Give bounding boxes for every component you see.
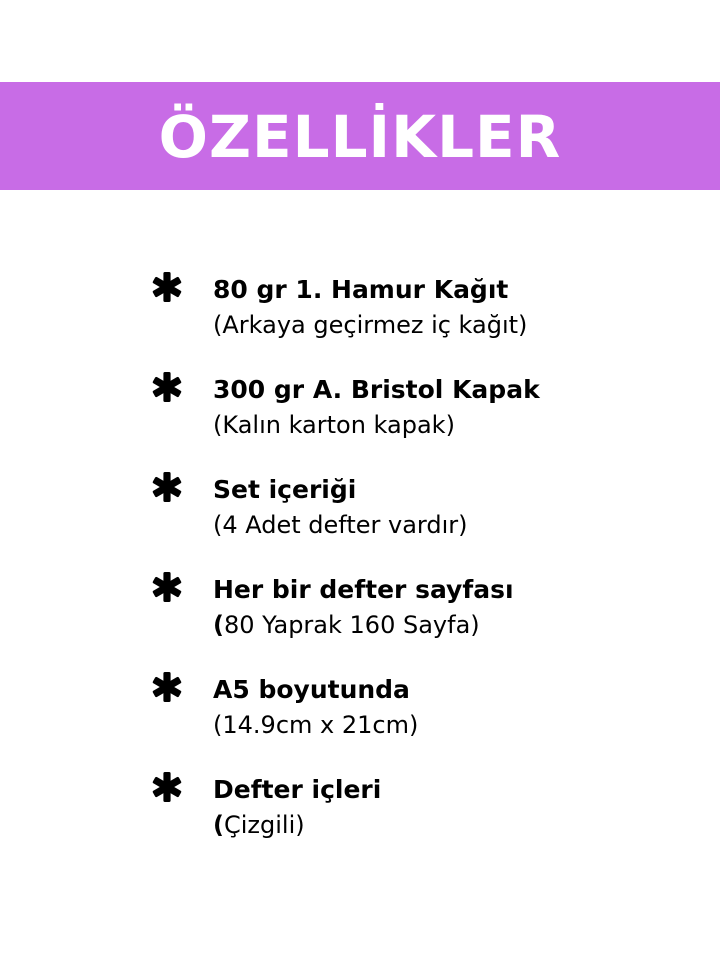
feature-item [150,470,690,570]
page-title: ÖZELLİKLER [158,103,562,171]
asterisk-icon [150,770,184,804]
feature-description [213,408,540,442]
open-paren: ( [213,411,223,439]
feature-list [150,270,690,870]
feature-description [213,808,381,842]
feature-description-text: Çizgili) [223,811,305,839]
title-banner [0,82,720,190]
feature-item [150,670,690,770]
feature-description [213,508,468,542]
feature-text [213,672,418,742]
asterisk-icon [150,370,184,404]
feature-text [213,772,381,842]
feature-description-text: Kalın karton kapak) [222,411,455,439]
feature-description [213,608,514,642]
feature-description-text: 4 Adet defter vardır) [222,511,468,539]
open-paren: ( [213,611,224,639]
feature-description [213,708,418,742]
feature-title: Her bir defter sayfası [213,575,514,604]
feature-text [213,372,540,442]
feature-title: 80 gr 1. Hamur Kağıt [213,275,509,304]
feature-item [150,770,690,870]
open-paren: ( [213,711,223,739]
feature-text [213,272,527,342]
feature-item [150,370,690,470]
feature-description-text: 80 Yaprak 160 Sayfa) [223,611,480,639]
open-paren: ( [213,811,224,839]
feature-item [150,270,690,370]
feature-title: 300 gr A. Bristol Kapak [213,375,540,404]
asterisk-icon [150,570,184,604]
feature-text [213,472,468,542]
open-paren: ( [213,311,223,339]
feature-title: A5 boyutunda [213,675,410,704]
asterisk-icon [150,470,184,504]
feature-description-text: 14.9cm x 21cm) [222,711,419,739]
feature-title: Set içeriği [213,475,357,504]
feature-description-text: Arkaya geçirmez iç kağıt) [222,311,528,339]
asterisk-icon [150,670,184,704]
feature-item [150,570,690,670]
feature-title: Defter içleri [213,775,382,804]
feature-description [213,308,527,342]
asterisk-icon [150,270,184,304]
open-paren: ( [213,511,223,539]
feature-text [213,572,514,642]
